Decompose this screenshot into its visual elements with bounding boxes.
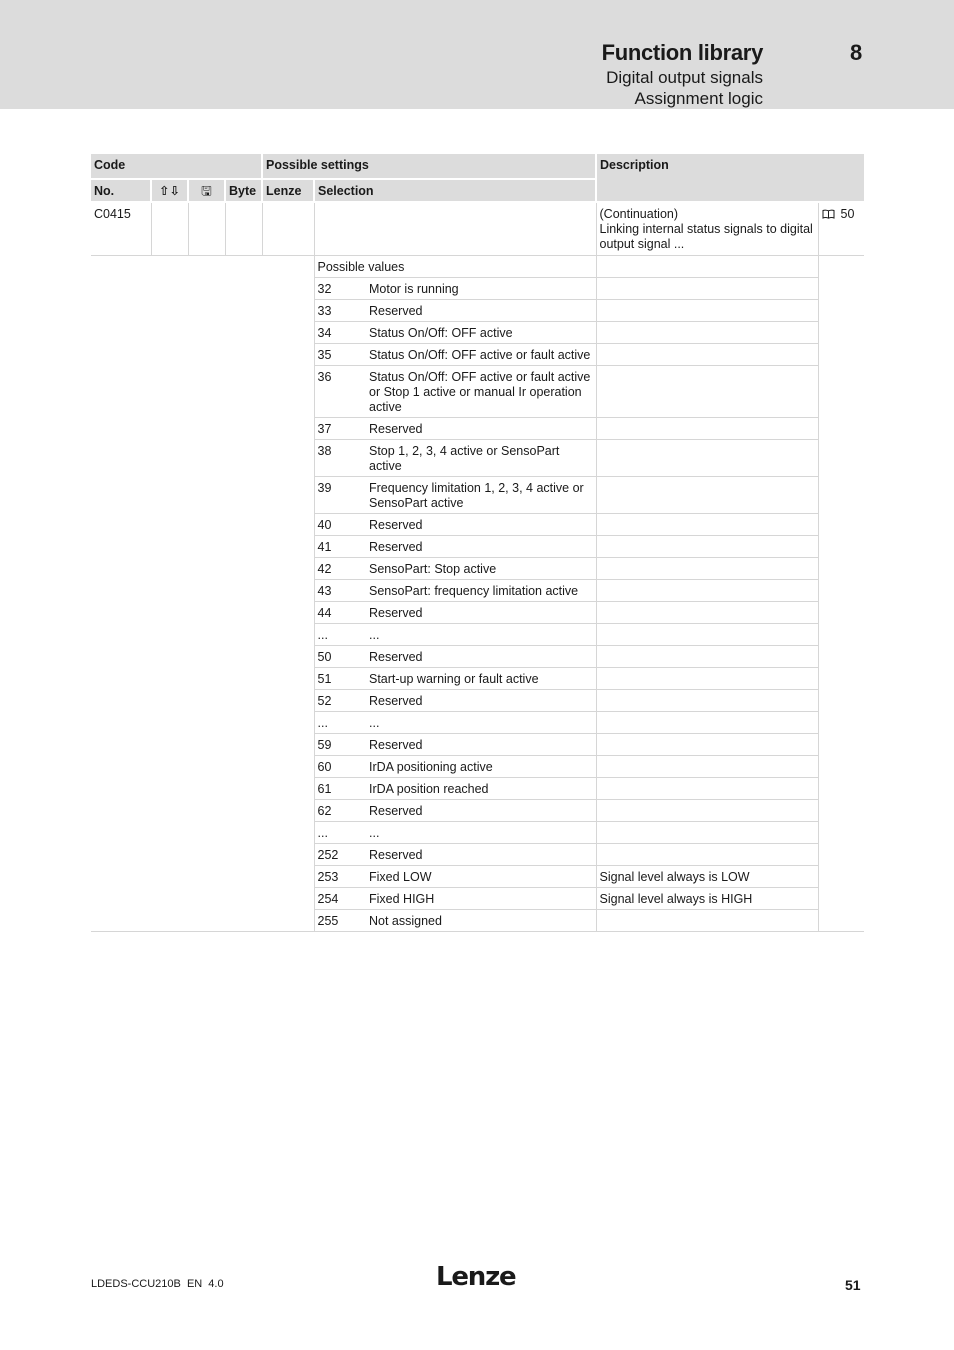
description-cell	[596, 476, 818, 513]
table-row	[91, 299, 864, 321]
code-description-line2: Linking internal status signals to digital output signal ...	[599, 222, 813, 251]
value-cell: 32	[314, 277, 366, 299]
value-cell: 253	[314, 865, 366, 887]
description-cell	[596, 799, 818, 821]
table-row	[91, 365, 864, 417]
table-row	[91, 887, 864, 909]
value-cell: 35	[314, 343, 366, 365]
value-cell: 254	[314, 887, 366, 909]
selection-cell: SensoPart: frequency limitation active	[366, 579, 596, 601]
table-row	[91, 557, 864, 579]
description-cell: Signal level always is LOW	[596, 865, 818, 887]
selection-cell: Reserved	[366, 689, 596, 711]
value-cell: 33	[314, 299, 366, 321]
document-version: 4.0	[208, 1278, 224, 1290]
save-icon: 🖫	[188, 179, 225, 202]
chapter-number: 8	[850, 40, 863, 65]
description-cell	[596, 843, 818, 865]
description-cell	[596, 535, 818, 557]
description-cell	[596, 711, 818, 733]
document-language: EN	[186, 1278, 203, 1290]
header-no: No.	[91, 179, 151, 202]
table-row	[91, 865, 864, 887]
chapter-title: Function library	[601, 40, 763, 65]
description-cell	[596, 755, 818, 777]
table-row	[91, 645, 864, 667]
value-cell: 255	[314, 909, 366, 931]
value-cell: 41	[314, 535, 366, 557]
selection-cell: Fixed LOW	[366, 865, 596, 887]
description-cell	[596, 667, 818, 689]
table-row	[91, 623, 864, 645]
table-row	[91, 535, 864, 557]
table-row	[91, 711, 864, 733]
table-row	[91, 417, 864, 439]
possible-values-label: Possible values	[314, 255, 596, 277]
description-cell	[596, 343, 818, 365]
value-cell: 43	[314, 579, 366, 601]
table-row	[91, 601, 864, 623]
selection-cell: Frequency limitation 1, 2, 3, 4 active or SensoPart active	[366, 476, 596, 513]
code-description	[596, 202, 818, 255]
description-cell	[596, 821, 818, 843]
value-cell: 59	[314, 733, 366, 755]
table-row	[91, 513, 864, 535]
description-cell	[596, 689, 818, 711]
selection-cell: ...	[366, 711, 596, 733]
code-cell: C0415	[91, 202, 151, 255]
value-cell: 37	[314, 417, 366, 439]
description-cell	[596, 579, 818, 601]
book-icon	[822, 209, 835, 219]
table-row	[91, 843, 864, 865]
selection-cell: Start-up warning or fault active	[366, 667, 596, 689]
code-row	[91, 202, 864, 255]
table-row	[91, 439, 864, 476]
selection-cell: ...	[366, 623, 596, 645]
description-cell	[596, 733, 818, 755]
selection-cell: Fixed HIGH	[366, 887, 596, 909]
selection-cell: Reserved	[366, 513, 596, 535]
description-cell	[596, 909, 818, 931]
selection-cell: Status On/Off: OFF active or fault active	[366, 343, 596, 365]
table-row	[91, 667, 864, 689]
value-cell: 252	[314, 843, 366, 865]
value-cell: 39	[314, 476, 366, 513]
possible-values-row	[91, 255, 864, 277]
value-cell: 38	[314, 439, 366, 476]
selection-cell: Reserved	[366, 299, 596, 321]
selection-cell: IrDA position reached	[366, 777, 596, 799]
header-band	[0, 0, 954, 109]
value-cell: ...	[314, 623, 366, 645]
selection-cell: SensoPart: Stop active	[366, 557, 596, 579]
page-number: 51	[845, 1277, 861, 1293]
table-row	[91, 821, 864, 843]
header-selection: Selection	[314, 179, 596, 202]
description-cell	[596, 439, 818, 476]
description-cell	[596, 623, 818, 645]
selection-cell: Status On/Off: OFF active	[366, 321, 596, 343]
selection-cell: Reserved	[366, 645, 596, 667]
value-cell: 50	[314, 645, 366, 667]
selection-cell: Reserved	[366, 535, 596, 557]
description-cell	[596, 557, 818, 579]
code-description-line1: (Continuation)	[599, 207, 679, 221]
header-description: Description	[596, 154, 864, 202]
table-row	[91, 277, 864, 299]
table-row	[91, 909, 864, 931]
value-cell: 52	[314, 689, 366, 711]
header-lenze: Lenze	[262, 179, 314, 202]
table-row	[91, 476, 864, 513]
table-row	[91, 321, 864, 343]
value-cell: 61	[314, 777, 366, 799]
value-cell: 62	[314, 799, 366, 821]
selection-cell: Reserved	[366, 843, 596, 865]
selection-cell: Motor is running	[366, 277, 596, 299]
description-cell	[596, 321, 818, 343]
table-row	[91, 689, 864, 711]
document-id	[91, 1278, 224, 1290]
description-cell	[596, 299, 818, 321]
table-row	[91, 755, 864, 777]
description-cell: Signal level always is HIGH	[596, 887, 818, 909]
description-cell	[596, 417, 818, 439]
table-row	[91, 777, 864, 799]
document-code: LDEDS-CCU210B	[91, 1278, 181, 1290]
selection-cell: Not assigned	[366, 909, 596, 931]
value-cell: ...	[314, 711, 366, 733]
value-cell: 36	[314, 365, 366, 417]
selection-cell: Stop 1, 2, 3, 4 active or SensoPart active	[366, 439, 596, 476]
value-cell: 60	[314, 755, 366, 777]
selection-cell: Reserved	[366, 601, 596, 623]
selection-cell: ...	[366, 821, 596, 843]
description-cell	[596, 777, 818, 799]
updown-icon: ⇧⇩	[151, 179, 188, 202]
section-subtitle: Digital output signals	[606, 68, 763, 87]
table-row	[91, 343, 864, 365]
section-subtitle-2: Assignment logic	[634, 89, 763, 108]
table-row	[91, 799, 864, 821]
header-possible-settings: Possible settings	[262, 154, 596, 179]
description-cell	[596, 277, 818, 299]
header-code: Code	[91, 154, 262, 179]
parameter-table	[91, 154, 864, 932]
page-reference-number: 50	[840, 207, 855, 221]
value-cell: 42	[314, 557, 366, 579]
description-cell	[596, 601, 818, 623]
description-cell	[596, 645, 818, 667]
selection-cell: Reserved	[366, 733, 596, 755]
page-reference[interactable]	[818, 202, 864, 255]
value-cell: 34	[314, 321, 366, 343]
selection-cell: IrDA positioning active	[366, 755, 596, 777]
selection-cell: Reserved	[366, 799, 596, 821]
selection-cell: Reserved	[366, 417, 596, 439]
header-byte: Byte	[225, 179, 262, 202]
table-row	[91, 579, 864, 601]
value-cell: ...	[314, 821, 366, 843]
table-row	[91, 733, 864, 755]
lenze-logo: Lenze	[436, 1262, 516, 1292]
description-cell	[596, 513, 818, 535]
value-cell: 40	[314, 513, 366, 535]
value-cell: 51	[314, 667, 366, 689]
selection-cell: Status On/Off: OFF active or fault active or Stop 1 active or manual Ir operation active	[366, 365, 596, 417]
description-cell	[596, 365, 818, 417]
value-cell: 44	[314, 601, 366, 623]
